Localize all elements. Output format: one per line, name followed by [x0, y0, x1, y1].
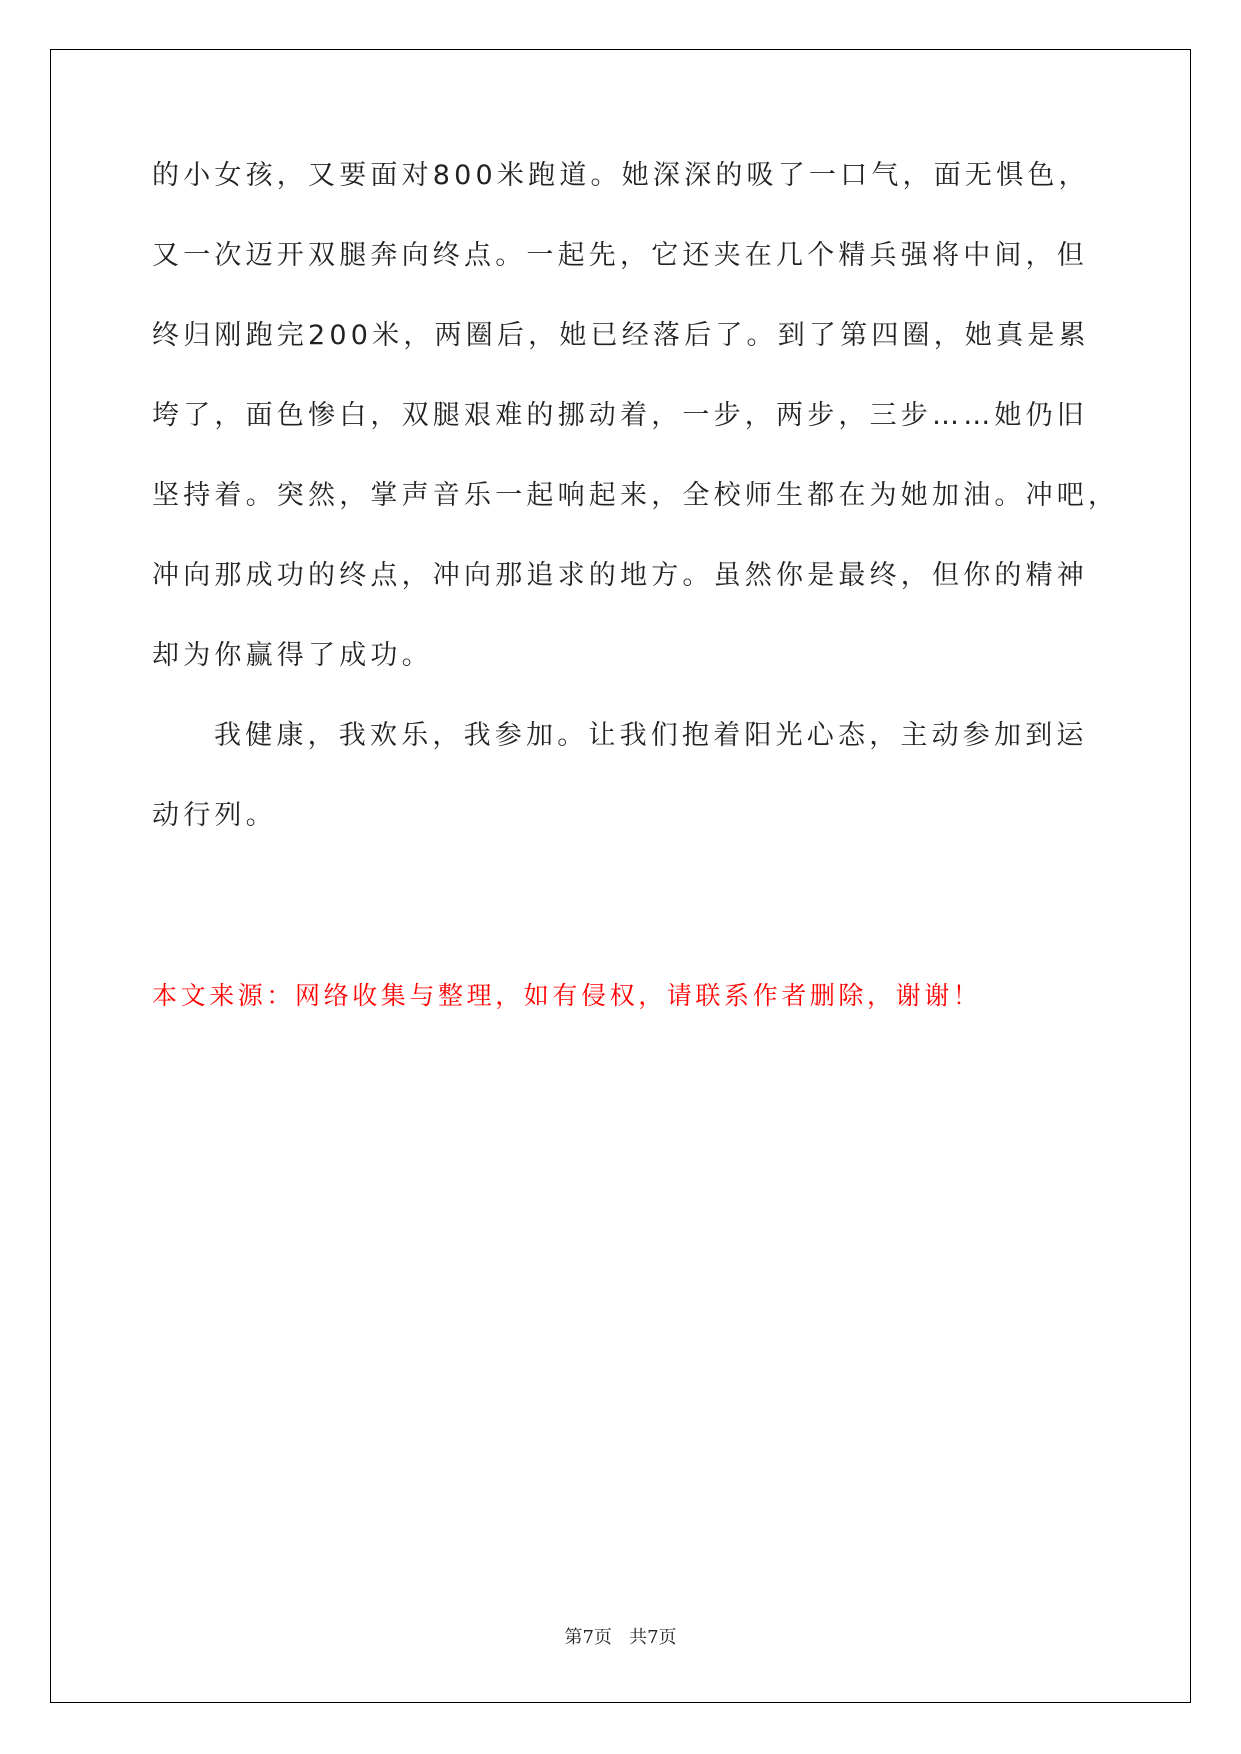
source-note: 本文来源：网络收集与整理，如有侵权，请联系作者删除，谢谢！: [152, 981, 982, 1010]
page-footer: [0, 1626, 1241, 1650]
paragraph-line: 又一次迈开双腿奔向终点。一起先，它还夹在几个精兵强将中间，但: [152, 240, 1088, 271]
paragraph-line: 动行列。: [152, 800, 277, 831]
paragraph-line: 的小女孩，又要面对800米跑道。她深深的吸了一口气，面无惧色，: [152, 160, 1090, 191]
page-total: 共7页: [629, 1627, 677, 1648]
paragraph-line: 垮了，面色惨白，双腿艰难的挪动着，一步，两步，三步……她仍旧: [152, 400, 1088, 431]
paragraph-line: 坚持着。突然，掌声音乐一起响起来，全校师生都在为她加油。冲吧，: [152, 480, 1120, 511]
paragraph-line-indented: 我健康，我欢乐，我参加。让我们抱着阳光心态，主动参加到运: [214, 720, 1088, 751]
paragraph-line: 冲向那成功的终点，冲向那追求的地方。虽然你是最终，但你的精神: [152, 560, 1088, 591]
page-border: [50, 49, 1191, 1703]
paragraph-line: 却为你赢得了成功。: [152, 640, 433, 671]
page-number: 第7页: [564, 1627, 612, 1648]
paragraph-line: 终归刚跑完200米，两圈后，她已经落后了。到了第四圈，她真是累: [152, 320, 1090, 351]
